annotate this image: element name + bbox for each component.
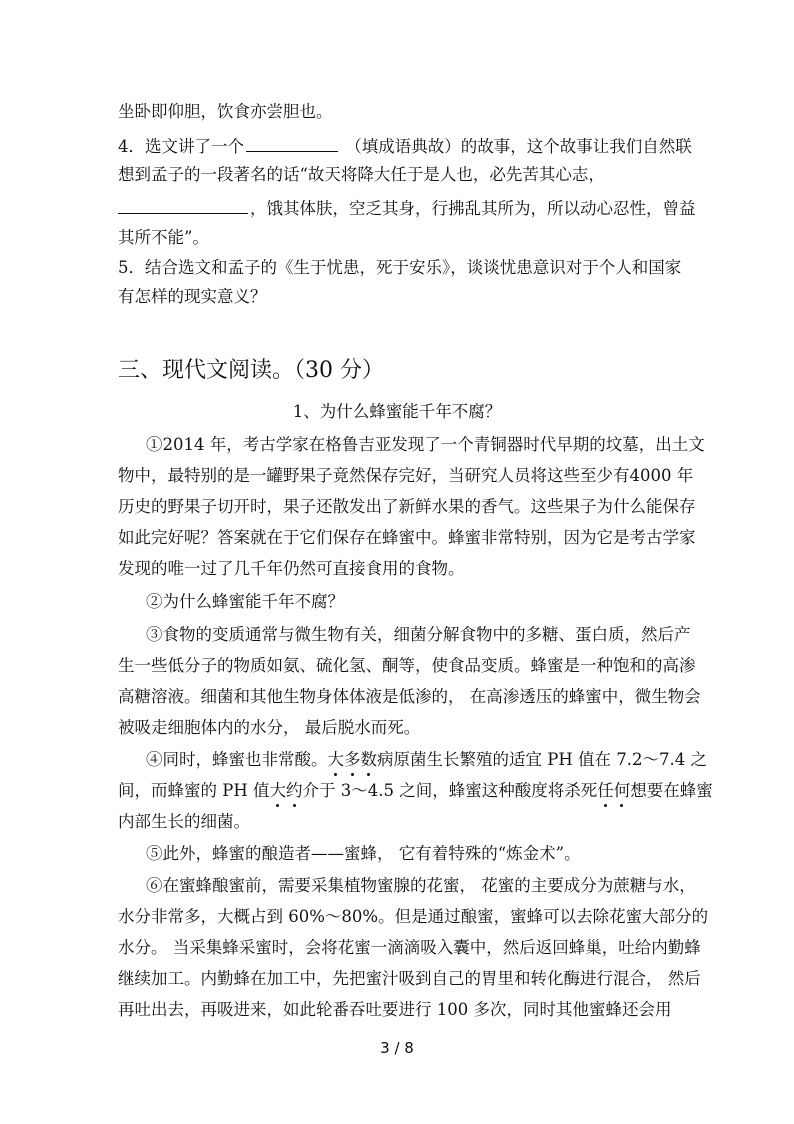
page-number: 3 / 8 [380,1039,414,1057]
paragraph-line [146,748,707,772]
section-heading: 三、现代文阅读。（30 分） [118,358,384,383]
emphasis-char: 多 [344,748,361,772]
emphasis-char: 大 [269,779,286,803]
paragraph-line: 水分。 当采集蜂采蜜时，会将花蜜一滴滴吸入囊中，然后返回蜂巢，吐给内勤蜂 [118,938,701,957]
paragraph-line: 如此完好呢？答案就在于它们保存在蜂蜜中。蜂蜜非常特别，因为它是考古学家 [118,528,696,547]
text-line: 坐卧即仰胆，饮食亦尝胆也。 [118,102,333,121]
paragraph-line: 发现的唯一过了几千年仍然可直接食用的食物。 [118,559,465,578]
answer-blank[interactable] [246,134,338,152]
paragraph-line: ⑥在蜜蜂酿蜜前，需要采集植物蜜腺的花蜜， 花蜜的主要成分为蔗糖与水， [146,876,696,895]
text-span: ④同时，蜂蜜也非常酸。 [146,750,328,769]
emphasis-char: 约 [286,779,303,803]
paragraph-line: 被吸走细胞体内的水分， 最后脱水而死。 [118,718,421,737]
paragraph-line: 内部生长的细菌。 [118,812,250,831]
text-span: 病原菌生长繁殖的适宜 PH 值在 7.2～7.4 之 [377,750,707,769]
emphasis-char: 任 [597,779,614,803]
emphasis-char: 大 [328,748,345,772]
paragraph-line: ①2014 年，考古学家在格鲁吉亚发现了一个青铜器时代早期的坟墓，出土文 [146,435,705,454]
paragraph-line: 继续加工。内勤蜂在加工中，先把蜜汁吸到自己的胃里和转化酶进行混合， 然后 [118,969,701,988]
text-line: 其所不能”。 [118,228,209,247]
paragraph-line: ⑤此外，蜂蜜的酿造者——蜜蜂， 它有着特殊的“炼金术”。 [146,844,581,863]
paragraph-line: ③食物的变质通常与微生物有关，细菌分解食物中的多糖、蛋白质，然后产 [146,625,691,644]
paragraph-line: 物中，最特别的是一罐野果子竟然保存完好，当研究人员将这些至少有4000 年 [118,466,694,485]
question-4-text: ，饿其体肤，空乏其身，行拂乱其所为，所以动心忍性，曾益 [250,199,696,218]
text-span: 介于 3～4.5 之间，蜂蜜这种酸度将杀死 [302,781,598,800]
text-line: 有怎样的现实意义？ [118,287,267,306]
paragraph-line: 再吐出去，再吸进来，如此轮番吞吐要进行 100 多次，同时其他蜜蜂还会用 [118,1000,672,1019]
answer-blank[interactable] [118,196,248,214]
paragraph-line: 水分非常多，大概占到 60%～80%。但是通过酿蜜，蜜蜂可以去除花蜜大部分的 [118,907,709,926]
question-4-text: 4．选文讲了一个 [118,137,244,156]
paragraph-line: ②为什么蜂蜜能千年不腐？ [146,592,344,611]
text-span: 间，而蜂蜜的 PH 值 [118,781,270,800]
paragraph-line: 历史的野果子切开时，果子还散发出了新鲜水果的香气。这些果子为什么能保存 [118,497,696,516]
text-line: 想到孟子的一段著名的话“故天将降大任于是人也，必先苦其心志， [118,165,605,184]
emphasis-char: 数 [361,748,378,772]
paragraph-line [118,779,713,803]
question-4-line [118,196,696,221]
paragraph-line: 高糖溶液。细菌和其他生物身体体液是低渗的， 在高渗透压的蜂蜜中，微生物会 [118,687,701,706]
text-span: 想要在蜂蜜 [630,781,713,800]
paragraph-line: 生一些低分子的物质如氨、硫化氢、酮等，使食品变质。蜂蜜是一种饱和的高渗 [118,656,696,675]
question-4-line [118,134,692,159]
emphasis-char: 何 [614,779,631,803]
article-title: 1、为什么蜂蜜能千年不腐？ [292,402,502,421]
question-4-text: （填成语典故）的故事，这个故事让我们自然联 [340,137,692,156]
question-5-line: 5．结合选文和孟子的《生于忧患，死于安乐》，谈谈忧患意识对于个人和国家 [118,258,682,277]
